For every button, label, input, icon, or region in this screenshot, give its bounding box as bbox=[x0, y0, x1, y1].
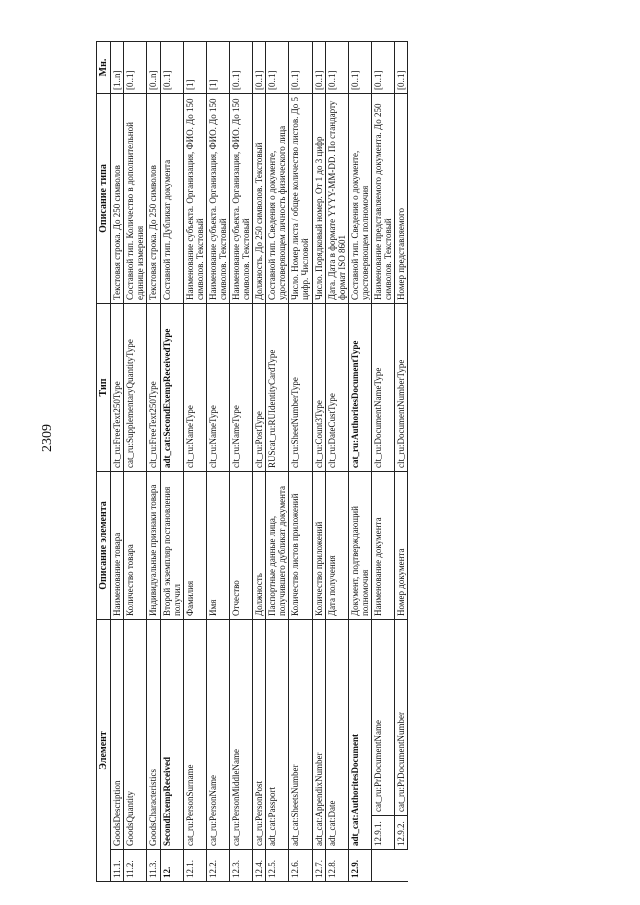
table-header-row bbox=[97, 41, 111, 881]
row-type-desc: Наименование субъекта. Организация, ФИО. До 150 символов. Текстовый bbox=[183, 93, 206, 303]
row-type-desc: Дата. Дата в формате YYYY-MM-DD. По стандарту формат ISO 8601 bbox=[325, 93, 348, 303]
row-multiplicity: [0..1] bbox=[266, 41, 289, 93]
row-element-desc: Индивидуальные признаки товара bbox=[147, 471, 160, 619]
row-number: 12.9. bbox=[348, 850, 371, 882]
row-type: clt_ru:NameType bbox=[183, 303, 206, 471]
row-type-desc: Номер представляемого bbox=[395, 93, 408, 303]
row-element-name: GoodsCharacteristics bbox=[147, 619, 160, 849]
row-type: clt_ru:DocumentNumberType bbox=[395, 303, 408, 471]
table-row bbox=[395, 41, 408, 881]
row-type-desc: Наименование субъекта. Организация, ФИО. До 150 символов. Текстовый bbox=[229, 93, 252, 303]
row-type: RUScat_ru:RUIdentityCardType bbox=[266, 303, 289, 471]
row-multiplicity: [0..1] bbox=[124, 41, 147, 93]
row-element-desc: Второй экземпляр постановления получил bbox=[160, 471, 183, 619]
table-row bbox=[253, 41, 266, 881]
row-type-desc: Составной тип. Сведения о документе, удостоверяющем личность физического лица bbox=[266, 93, 289, 303]
row-type: adt_cat:SecondExempReceivedType bbox=[160, 303, 183, 471]
header-type: Тип bbox=[97, 303, 111, 471]
schema-table bbox=[96, 41, 408, 882]
rotated-table-area bbox=[96, 58, 614, 882]
row-element-name: adt_cat:Passport bbox=[266, 619, 289, 849]
row-element-name: cat_ru:PersonSurname bbox=[183, 619, 206, 849]
row-number: 11.2. bbox=[124, 850, 147, 882]
row-element-desc: Количество товара bbox=[124, 471, 147, 619]
row-element-desc: Паспортные данные лица, получившего дубликат документа bbox=[266, 471, 289, 619]
row-type-desc: Составной тип. Сведения о документе, удостоверяющем полномочия bbox=[348, 93, 371, 303]
row-element-name: cat_ru:PersonName bbox=[206, 619, 229, 849]
row-number: 11.3. bbox=[147, 850, 160, 882]
row-element-desc: Количество приложений bbox=[312, 471, 325, 619]
row-multiplicity: [0..1] bbox=[160, 41, 183, 93]
row-multiplicity: [0..1] bbox=[348, 41, 371, 93]
row-number: 12. bbox=[160, 850, 183, 882]
header-element: Элемент bbox=[97, 619, 111, 881]
row-type: clt_ru:NameType bbox=[206, 303, 229, 471]
row-multiplicity: [0..1] bbox=[371, 41, 394, 93]
row-number: 11.1. bbox=[111, 850, 124, 882]
row-type-desc: Составной тип. Дубликат документа bbox=[160, 93, 183, 303]
row-type: clt_ru:FreeText250Type bbox=[147, 303, 160, 471]
table-row bbox=[183, 41, 206, 881]
row-type: clt_ru:SheetNumberType bbox=[289, 303, 312, 471]
row-subnumber: 12.9.1. bbox=[371, 816, 394, 850]
row-multiplicity: [0..1] bbox=[229, 41, 252, 93]
table-row bbox=[266, 41, 289, 881]
row-type-desc: Текстовая строка. До 250 символов bbox=[147, 93, 160, 303]
table-row bbox=[160, 41, 183, 881]
row-element-desc: Количество листов приложений bbox=[289, 471, 312, 619]
row-element-name: adt_cat:AuthoritesDocument bbox=[348, 619, 371, 849]
row-number: 12.8. bbox=[325, 850, 348, 882]
row-type: cat_ru:AuthoritesDocumentType bbox=[348, 303, 371, 471]
row-element-desc: Дата получения bbox=[325, 471, 348, 619]
header-multiplicity: Мн. bbox=[97, 41, 111, 93]
row-type-desc: Наименование субъекта. Организация, ФИО. До 150 символов. Текстовый bbox=[206, 93, 229, 303]
row-element-desc: Фамилия bbox=[183, 471, 206, 619]
row-multiplicity: [0..1] bbox=[312, 41, 325, 93]
row-element-name: adt_cat:AppendixNumber bbox=[312, 619, 325, 849]
table-row bbox=[325, 41, 348, 881]
row-element-desc: Номер документа bbox=[395, 471, 408, 619]
table-row bbox=[312, 41, 325, 881]
table-row bbox=[111, 41, 124, 881]
row-number-blank bbox=[395, 850, 408, 882]
table-row bbox=[147, 41, 160, 881]
row-number: 12.2. bbox=[206, 850, 229, 882]
row-type: clt_ru:FreeText250Type bbox=[111, 303, 124, 471]
table-row bbox=[206, 41, 229, 881]
row-multiplicity: [0..1] bbox=[395, 41, 408, 93]
row-multiplicity: [0..1] bbox=[325, 41, 348, 93]
row-type: clt_ru:DocumentNameType bbox=[371, 303, 394, 471]
row-number: 12.7. bbox=[312, 850, 325, 882]
row-element-name: SecondExempReceived bbox=[160, 619, 183, 849]
row-number: 12.5. bbox=[266, 850, 289, 882]
row-multiplicity: [0..1] bbox=[289, 41, 312, 93]
rotated-table-frame bbox=[96, 58, 614, 882]
row-element-desc: Наименование документа bbox=[371, 471, 394, 619]
table-row bbox=[371, 41, 394, 881]
header-element-desc: Описание элемента bbox=[97, 471, 111, 619]
row-element-name: cat_ru:PersonPost bbox=[253, 619, 266, 849]
row-multiplicity: [1] bbox=[183, 41, 206, 93]
row-element-name: GoodsDescription bbox=[111, 619, 124, 849]
row-multiplicity: [0..n] bbox=[147, 41, 160, 93]
table-body bbox=[111, 41, 408, 881]
row-type-desc: Должность. До 250 символов. Текстовый bbox=[253, 93, 266, 303]
row-type: clt_ru:DateCustType bbox=[325, 303, 348, 471]
row-type-desc: Текстовая строка. До 250 символов bbox=[111, 93, 124, 303]
row-type-desc: Число. Номер листа / общее количество листов. До 5 цифр. Числовой bbox=[289, 93, 312, 303]
row-element-name: cat_ru:PersonMiddleName bbox=[229, 619, 252, 849]
table-row bbox=[348, 41, 371, 881]
row-type: clt_ru:PostType bbox=[253, 303, 266, 471]
row-element-desc: Отчество bbox=[229, 471, 252, 619]
row-number-blank bbox=[371, 850, 394, 882]
row-number: 12.4. bbox=[253, 850, 266, 882]
row-number: 12.3. bbox=[229, 850, 252, 882]
row-number: 12.6. bbox=[289, 850, 312, 882]
table-row bbox=[289, 41, 312, 881]
row-element-name: GoodsQuantity bbox=[124, 619, 147, 849]
row-multiplicity: [0..1] bbox=[253, 41, 266, 93]
row-type-desc: Наименование представляемого документа. До 250 символов. Текстовый bbox=[371, 93, 394, 303]
row-type: clt_ru:Count3Type bbox=[312, 303, 325, 471]
header-type-desc: Описание типа bbox=[97, 93, 111, 303]
row-element-name: cat_ru:PrDocumentNumber bbox=[395, 619, 408, 815]
row-subnumber: 12.9.2. bbox=[395, 816, 408, 850]
row-type: clt_ru:NameType bbox=[229, 303, 252, 471]
row-element-desc: Документ, подтверждающий полномочия bbox=[348, 471, 371, 619]
row-element-name: cat_ru:PrDocumentName bbox=[371, 619, 394, 815]
row-number: 12.1. bbox=[183, 850, 206, 882]
row-element-name: adt_cat:Date bbox=[325, 619, 348, 849]
page-number-text: 2309 bbox=[40, 424, 55, 452]
row-element-desc: Должность bbox=[253, 471, 266, 619]
row-element-desc: Наименование товара bbox=[111, 471, 124, 619]
row-type-desc: Составной тип. Количество в дополнительной единице измерения bbox=[124, 93, 147, 303]
row-type-desc: Число. Порядковый номер. От 1 до 3 цифр bbox=[312, 93, 325, 303]
page-number bbox=[36, 424, 60, 452]
row-type: cat_ru:SupplementaryQuantityType bbox=[124, 303, 147, 471]
row-multiplicity: [1..n] bbox=[111, 41, 124, 93]
row-element-name: adt_cat:SheetsNumber bbox=[289, 619, 312, 849]
row-multiplicity: [1] bbox=[206, 41, 229, 93]
table-row bbox=[124, 41, 147, 881]
table-row bbox=[229, 41, 252, 881]
row-element-desc: Имя bbox=[206, 471, 229, 619]
